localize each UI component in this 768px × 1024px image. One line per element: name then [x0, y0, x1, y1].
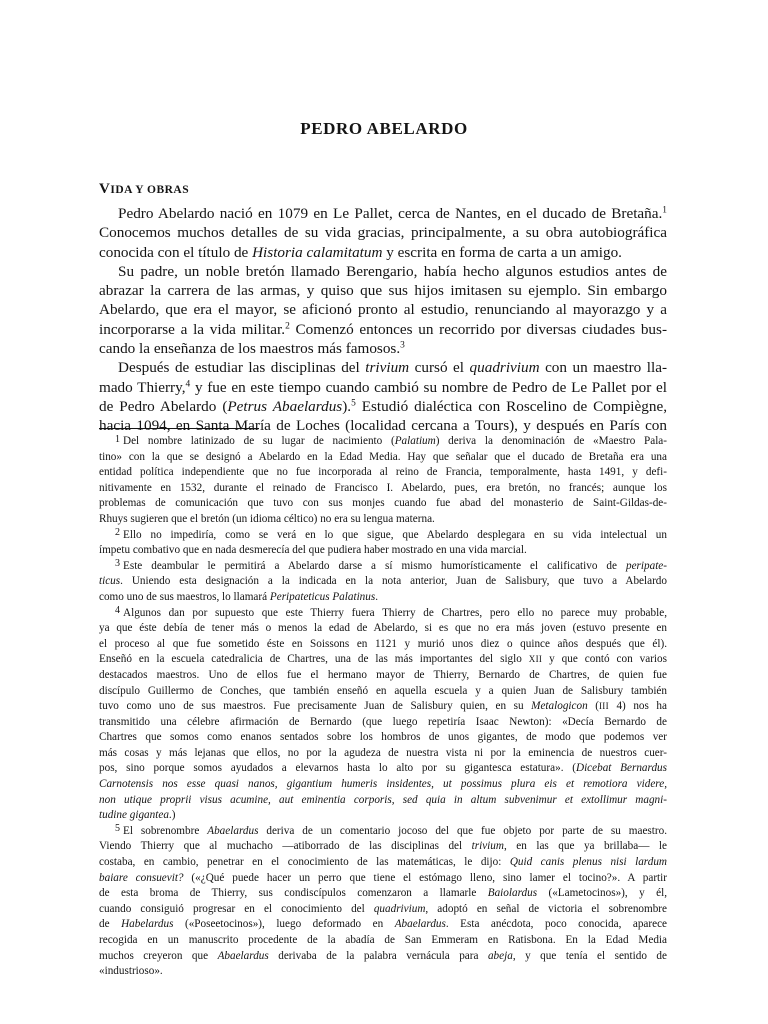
- footnote-4: 4 Algunos dan por supuesto que este Thierry fuera Thierry de Chartres, pero ello no parece muy probable, ya que éste debía de tener más o menos la edad de Abelardo, si es que no era más joven (estuvo presente en el proceso al que fue sometido éste en Soissons en 1121 y murió unos diez o quince años después que él). Enseñó en la escuela catedralicia de Chartres, una de las más importantes del siglo XII y que contó con varios destacados maestros. Uno de ellos fue el hermano mayor de Thierry, Bernardo de Chartres, de quien fue discípulo Guillermo de Conches, que también enseñó en aquella escuela y a quien Juan de Salisbury también tuvo como uno de sus maestros. Fue precisamente Juan de Salisbury quien, en su Metalogicon (III 4) nos ha transmitido una célebre afirmación de Bernardo (que luego repetiría Isaac Newton): «Decía Bernardo de Chartres que somos como enanos sentados sobre los hombros de unos gigantes, de modo que podemos ver más cosas y más lejanas que ellos, no por la agudeza de nuestra vista ni por la eminencia de nuestros cuer- pos, sino porque somos ayudados a elevarnos hasta lo alto por su gigantesca estatura». (Dicebat Bernardus Carnotensis nos esse quasi nanos, gigantium humeris insidentes, ut possimus plura eis et remotiora videre, non utique proprii visus acumine, aut eminentia corporis, sed quia in altum subvenimur et extollimur magni- tudine gigantea.): [99, 605, 667, 822]
- footnote-divider: [99, 428, 259, 429]
- footnote-number: 3: [115, 558, 120, 570]
- footnote-ref-4[interactable]: 4: [185, 379, 191, 390]
- text-line: Abelardo, que era el mayor, se aficionó pronto al estudio, renunciando al mayorazgo y a: [99, 301, 667, 319]
- text-line: de Pedro Abelardo (Petrus Abaelardus).$^5$ Estudió dialéctica con Roscelino de Compiègne,: [99, 397, 667, 415]
- text-line: hacia 1094, en Santa María de Loches (localidad cercana a Tours), y después en París con: [99, 417, 667, 435]
- footnote-number: 1: [115, 433, 120, 445]
- footnote-1: 1 Del nombre latinizado de su lugar de nacimiento (Palatium) deriva la denominación de «Maestro Pala- tino» con la que se designó a Abelardo en la Edad Media. Hay que señalar que el ducado de Bretaña era una entidad política independiente que no fue incorporada al reino de Francia, temporalmente, hasta 1491, y defi- nitivamente en 1532, durante el reinado de Francisco I. Abelardo, pues, era bretón, no francés; aunque los problemas de comunicación que tuvo con sus monjes cuando fue abad del monasterio de Saint-Gildas-de- Rhuys sugieren que el bretón (un idioma céltico) no era su lengua materna.: [99, 433, 667, 525]
- book-title: Historia calamitatum: [252, 243, 383, 261]
- footnote-number: 4: [115, 605, 120, 617]
- body-text: [99, 204, 667, 436]
- text-line: cando la enseñanza de los maestros más famosos.$^3$: [99, 340, 405, 358]
- footnote-number: 2: [115, 527, 120, 539]
- text-line: Conocemos muchos detalles de su vida gracias, principalmente, a su obra autobiográfica: [99, 224, 667, 242]
- paragraph-2: [99, 262, 667, 358]
- footnotes: [99, 434, 667, 980]
- paragraph-3: [99, 358, 667, 435]
- text-line: incorporarse a la vida militar.$^2$ Comenzó entonces un recorrido por diversas ciudades bus-: [99, 320, 667, 338]
- text-line: Después de estudiar las disciplinas del trivium cursó el quadrivium con un maestro lla-: [118, 359, 668, 377]
- section-heading: [99, 179, 189, 200]
- footnote-5: 5 El sobrenombre Abaelardus deriva de un comentario jocoso del que fue objeto por parte de su maestro. Viendo Thierry que al muchacho —atiborrado de las disciplinas del trivium, en las que ya brillaba— le costaba, en cambio, penetrar en el conocimiento de las matemáticas, le dijo: Quid canis plenus nisi lardum baiare consuevit? («¿Qué puede hacer un perro que tiene el estómago lleno, sino lamer el tocino?». A partir de esta broma de Thierry, sus condiscípulos comenzaron a llamarle Baiolardus («Lametocinos»), y él, cuando consiguió progresar en el conocimiento del quadrivium, adoptó en señal de victoria el sobrenombre de Habelardus («Poseetocinos»), luego deformado en Abaelardus. Esta anécdota, poco conocida, aparece recogida en un manuscrito procedente de la abadía de San Emmeram en Ratisbona. En la Edad Media muchos creyeron que Abaelardus derivaba de la palabra vernácula para abeja, y que tenía el sentido de «industrioso».: [99, 823, 668, 978]
- text-line: Pedro Abelardo nació en 1079 en Le Pallet, cerca de Nantes, en el ducado de Bretaña.$^1$: [118, 205, 667, 222]
- footnote-3: 3 Este deambular le permitirá a Abelardo darse a sí mismo humorísticamente el calificativo de peripate- ticus. Uniendo esta designación a la indicada en la nota anterior, Juan de Salisbury, que tuvo a Abelardo como uno de sus maestros, lo llamará Peripateticus Palatinus.: [99, 558, 667, 603]
- paragraph-1: [99, 204, 667, 262]
- text-line: abrazar la carrera de las armas, y quiso que sus hijos imitasen su ejemplo. Sin embargo: [99, 282, 667, 300]
- text-line: conocida con el título de Historia calamitatum y escrita en forma de carta a un amigo.: [99, 243, 622, 261]
- section-heading-rest: IDA Y OBRAS: [110, 184, 190, 196]
- footnote-ref-5[interactable]: 5: [351, 398, 356, 409]
- text-line: mado Thierry,$^4$ y fue en este tiempo cuando cambió su nombre de Pedro de Le Pallet por el: [99, 378, 667, 396]
- footnote-number: 5: [115, 823, 120, 835]
- footnote-ref-3[interactable]: 3: [400, 340, 405, 351]
- footnote-ref-1[interactable]: 1: [662, 205, 667, 216]
- footnote-ref-2[interactable]: 2: [285, 321, 290, 332]
- section-heading-initial: V: [99, 181, 111, 197]
- text-line: Su padre, un noble bretón llamado Berengario, había hecho algunos estudios antes de: [118, 262, 667, 280]
- footnote-2: 2 Ello no impediría, como se verá en lo que sigue, que Abelardo desplegara en su vida intelectual un ímpetu combativo que en nada desmerecía del que pudiera haber mostrado en una vida marcial.: [99, 527, 667, 557]
- chapter-title: PEDRO ABELARDO: [300, 119, 468, 138]
